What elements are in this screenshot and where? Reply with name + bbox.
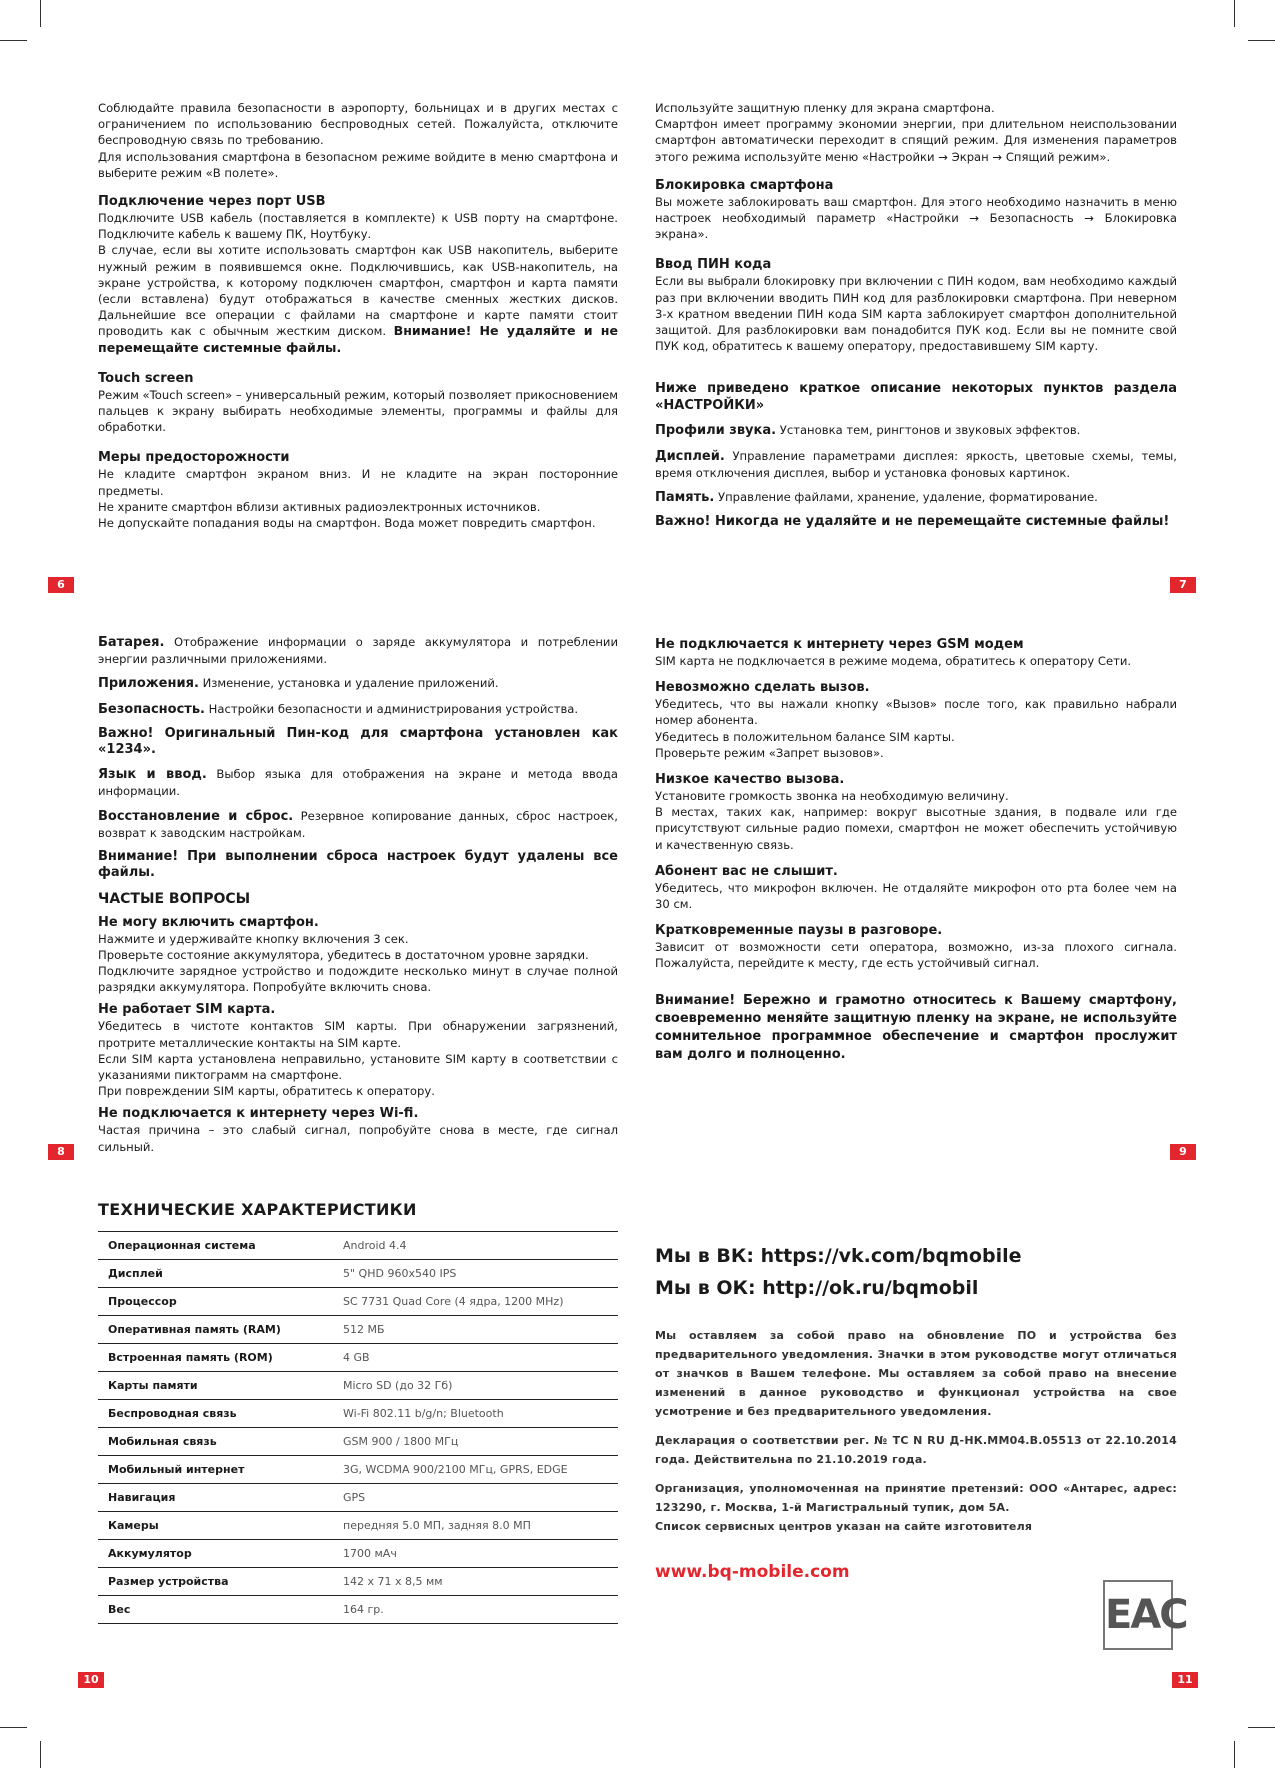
question-heading: Не могу включить смартфон.	[98, 914, 319, 930]
spec-key: Карты памяти	[98, 1372, 333, 1400]
question-heading: Не работает SIM карта.	[98, 1002, 276, 1018]
crop-mark	[40, 0, 41, 27]
spec-value: 512 МБ	[333, 1316, 618, 1344]
spec-key: Камеры	[98, 1512, 333, 1540]
term-desc: Установка тем, рингтонов и звуковых эффектов.	[776, 423, 1081, 438]
specs-title: ТЕХНИЧЕСКИЕ ХАРАКТЕРИСТИКИ	[98, 1200, 417, 1219]
faq-title: ЧАСТЫЕ ВОПРОСЫ	[98, 891, 251, 908]
website-link[interactable]: www.bq-mobile.com	[655, 1562, 850, 1582]
declaration-text: Декларация о соответствии рег. № ТС N RU Д-НК.ММ04.В.05513 от 22.10.2014 года. Действительна по 21.10.2019 года.	[655, 1434, 1177, 1466]
spec-row	[98, 1288, 618, 1316]
spec-value: Micro SD (до 32 Гб)	[333, 1372, 618, 1400]
paragraph	[655, 448, 1177, 481]
paragraph: В местах, таких как, например: вокруг высотные здания, в подвале или где присутствуют сильные радио помехи, смартфон не может обеспечить устойчивую и качественную связь.	[655, 805, 1177, 852]
paragraph	[655, 422, 1177, 439]
paragraph: Смартфон имеет программу экономии энергии, при длительном неиспользовании смартфон автоматически переходит в спящий режим. Для изменения параметров этого режима используйте меню «Настройки → Экран → Спящий режим».	[655, 117, 1177, 164]
spec-value: GSM 900 / 1800 МГц	[333, 1428, 618, 1456]
spec-row	[98, 1484, 618, 1512]
crop-mark	[0, 1727, 27, 1728]
paragraph: Если SIM карта установлена неправильно, установите SIM карту в соответствии с указаниями пиктограмм на смартфоне.	[98, 1051, 618, 1083]
term: Память.	[655, 490, 715, 506]
spec-row	[98, 1428, 618, 1456]
question-heading: Не подключается к интернету через GSM модем	[655, 637, 1024, 652]
spec-row	[98, 1512, 618, 1540]
spec-row	[98, 1260, 618, 1288]
paragraph: Проверьте режим «Запрет вызовов».	[655, 745, 884, 760]
page-8-column	[98, 634, 618, 1155]
paragraph: Убедитесь, что вы нажали кнопку «Вызов» после того, как правильно набрали номер абонента.	[655, 697, 1177, 728]
section-heading: Ввод ПИН кода	[655, 257, 772, 273]
section-heading: Меры предосторожности	[98, 450, 290, 466]
crop-mark	[0, 40, 27, 41]
spec-value: передняя 5.0 МП, задняя 8.0 МП	[333, 1512, 618, 1540]
page-11-column	[655, 1240, 1177, 1580]
spec-row	[98, 1540, 618, 1568]
spec-row	[98, 1456, 618, 1484]
paragraph: Не допускайте попадания воды на смартфон. Вода может повредить смартфон.	[98, 516, 596, 531]
term-desc: Настройки безопасности и администрирования устройства.	[204, 701, 579, 716]
paragraph: Не храните смартфон вблизи активных радиоэлектронных источников.	[98, 499, 541, 514]
spec-key: Процессор	[98, 1288, 333, 1316]
crop-mark	[40, 1741, 41, 1768]
paragraph	[98, 634, 618, 667]
spec-row	[98, 1596, 618, 1624]
spec-value: GPS	[333, 1484, 618, 1512]
spec-row	[98, 1344, 618, 1372]
eac-logo-text: EAC	[1105, 1592, 1187, 1638]
paragraph-text: В случае, если вы хотите использовать смартфон как USB накопитель, выберите нужный режим в появившемся окне. Подключившись, как USB-накопитель, на экране устройства, к которому подключен смартфон, смартфон и карта памяти (если вставлена) будут отображаться в качестве сменных жестких дисков. Дальнейшие все операции с файлами на смартфоне и карте памяти стоит проводить как с обычным жестким диском.	[98, 243, 618, 339]
vk-link[interactable]: Мы в ВК: https://vk.com/bqmobile	[655, 1245, 1022, 1267]
page-number: 8	[48, 1144, 74, 1160]
spec-value: 1700 мАч	[333, 1540, 618, 1568]
spec-value: 164 гр.	[333, 1596, 618, 1624]
spec-key: Размер устройства	[98, 1568, 333, 1596]
paragraph: Убедитесь в положительном балансе SIM карты.	[655, 729, 955, 744]
page-number: 7	[1170, 577, 1196, 593]
paragraph: SIM карта не подключается в режиме модема, обратитесь к оператору Сети.	[655, 654, 1132, 668]
term-desc: Управление файлами, хранение, удаление, форматирование.	[714, 490, 1098, 505]
term: Безопасность.	[98, 701, 205, 717]
section-heading: Ниже приведено краткое описание некоторых пунктов раздела «НАСТРОЙКИ»	[655, 381, 1177, 414]
eac-mark	[1103, 1580, 1187, 1650]
term: Язык и ввод.	[98, 767, 207, 783]
spec-row	[98, 1232, 618, 1260]
crop-mark	[1248, 1727, 1275, 1728]
crop-mark	[1248, 40, 1275, 41]
paragraph: Частая причина – это слабый сигнал, попробуйте снова в месте, где сигнал сильный.	[98, 1123, 618, 1154]
page-9-column	[655, 636, 1177, 1064]
section-heading: Touch screen	[98, 370, 194, 386]
term-desc: Выбор языка для отображения на экране и метода ввода информации.	[98, 767, 618, 799]
spec-key: Мобильная связь	[98, 1428, 333, 1456]
spec-key: Мобильный интернет	[98, 1456, 333, 1484]
spec-key: Оперативная память (RAM)	[98, 1316, 333, 1344]
paragraph	[98, 242, 618, 355]
question-heading: Невозможно сделать вызов.	[655, 680, 870, 696]
spec-key: Беспроводная связь	[98, 1400, 333, 1428]
paragraph: Вы можете заблокировать ваш смартфон. Для этого необходимо назначить в меню настроек необходимый параметр «Настройки → Безопасность → Блокировка экрана».	[655, 194, 1177, 242]
question-heading: Не подключается к интернету через Wi-fi.	[98, 1106, 419, 1122]
spec-key: Вес	[98, 1596, 333, 1624]
note-text: Важно! Оригинальный Пин-код для смартфона установлен как «1234».	[98, 725, 618, 758]
paragraph	[98, 808, 618, 841]
paragraph: Подключите USB кабель (поставляется в комплекте) к USB порту на смартфоне. Подключите кабель к вашему ПК, Ноутбуку.	[98, 211, 618, 242]
paragraph	[98, 675, 618, 692]
term: Восстановление и сброс.	[98, 808, 294, 824]
page-number: 6	[48, 577, 74, 593]
spec-key: Дисплей	[98, 1260, 333, 1288]
term: Профили звука.	[655, 423, 777, 439]
page-7-column	[655, 100, 1177, 530]
warning-text: Внимание! Бережно и грамотно относитесь к Вашему смартфону, своевременно меняйте защитную пленку на экране, не используйте сомнительное программное обеспечение и смартфон прослужит вам долго и полноценно.	[655, 992, 1177, 1062]
paragraph: Соблюдайте правила безопасности в аэропорту, больницах и в других местах с ограничением по использованию беспроводных сетей. Пожалуйста, отключите беспроводную связь по требованию.	[98, 101, 618, 148]
spec-value: 4 GB	[333, 1344, 618, 1372]
term: Приложения.	[98, 676, 199, 692]
page-number: 11	[1172, 1672, 1198, 1688]
warning-text: Внимание! При выполнении сброса настроек будут удалены все файлы.	[98, 849, 618, 881]
warning-text: Внимание! Не удаляйте и не перемещайте системные файлы.	[98, 323, 618, 355]
spec-value: 5" QHD 960x540 IPS	[333, 1260, 618, 1288]
paragraph: Для использования смартфона в безопасном режиме войдите в меню смартфона и выберите режим «В полете».	[98, 149, 618, 180]
term: Батарея.	[98, 635, 165, 650]
paragraph: Убедитесь, что микрофон включен. Не отдаляйте микрофон ото рта более чем на 30 см.	[655, 880, 1177, 912]
spec-value: Android 4.4	[333, 1232, 618, 1260]
spec-row	[98, 1568, 618, 1596]
spec-value: 3G, WCDMA 900/2100 МГц, GPRS, EDGE	[333, 1456, 618, 1484]
paragraph: Режим «Touch screen» – универсальный режим, который позволяет прикосновением пальцев к экрану выбирать необходимые элементы, программы и файлы для обработки.	[98, 387, 618, 435]
question-heading: Абонент вас не слышит.	[655, 863, 838, 879]
ok-link[interactable]: Мы в ОК: http://ok.ru/bqmobil	[655, 1277, 979, 1299]
paragraph	[98, 766, 618, 799]
page-number: 10	[78, 1672, 104, 1688]
organization-text: Организация, уполномоченная на принятие претензий: ООО «Антарес, адрес: 123290, г. Москва, 1-й Магистральный тупик, дом 5А.	[655, 1482, 1177, 1514]
paragraph: Убедитесь в чистоте контактов SIM карты. При обнаружении загрязнений, протрите металлические контакты на SIM карте.	[98, 1019, 618, 1050]
question-heading: Низкое качество вызова.	[655, 772, 845, 788]
paragraph: Не кладите смартфон экраном вниз. И не кладите на экран посторонние предметы.	[98, 467, 618, 498]
crop-mark	[1234, 0, 1235, 27]
paragraph: Если вы выбрали блокировку при включении с ПИН кодом, вам необходимо каждый раз при включении вводить ПИН код для разблокировки смартфона. При неверном 3-х кратном введении ПИН кода SIM карта заблокирует смартфон дополнительной защитой. Для разблокировки вам понадобится ПУК код. Если вы не помните свой ПУК код, обратитесь к вашему оператору, предоставившему SIM карту.	[655, 274, 1177, 354]
term-desc: Резервное копирование данных, сброс настроек, возврат к заводским настройкам.	[98, 808, 618, 840]
paragraph: Подключите зарядное устройство и подождите несколько минут в случае полной разрядки аккумулятора. Попробуйте включить снова.	[98, 964, 618, 995]
spec-row	[98, 1400, 618, 1428]
spec-row	[98, 1316, 618, 1344]
spec-key: Встроенная память (ROM)	[98, 1344, 333, 1372]
term: Дисплей.	[655, 448, 725, 464]
page-6-column	[98, 100, 618, 531]
paragraph	[655, 489, 1177, 506]
spec-key: Навигация	[98, 1484, 333, 1512]
question-heading: Кратковременные паузы в разговоре.	[655, 923, 943, 939]
paragraph: Зависит от возможности сети оператора, возможно, из-за плохого сигнала. Пожалуйста, перейдите к месту, где есть устойчивый сигнал.	[655, 940, 1177, 971]
spec-key: Аккумулятор	[98, 1540, 333, 1568]
service-centers-text: Список сервисных центров указан на сайте изготовителя	[655, 1520, 1033, 1533]
rights-text: Мы оставляем за собой право на обновление ПО и устройства без предварительного уведомления. Значки в этом руководстве могут отличаться от значков в Вашем телефоне. Мы оставляем за собой право на внесение изменений в данное руководство и функционал устройства на свое усмотрение и без предварительного уведомления.	[655, 1329, 1177, 1418]
crop-mark	[1234, 1741, 1235, 1768]
page-number: 9	[1170, 1144, 1196, 1160]
paragraph	[98, 701, 618, 718]
spec-value: Wi-Fi 802.11 b/g/n; Bluetooth	[333, 1400, 618, 1428]
paragraph: Нажмите и удерживайте кнопку включения 3 сек.	[98, 931, 409, 946]
specs-table	[98, 1231, 618, 1624]
term-desc: Управление параметрами дисплея: яркость, цветовые схемы, темы, время отключения дисплея, выбор и установка фоновых картинок.	[655, 448, 1177, 480]
spec-key: Операционная система	[98, 1232, 333, 1260]
section-heading: Подключение через порт USB	[98, 194, 326, 210]
spec-value: 142 x 71 x 8,5 мм	[333, 1568, 618, 1596]
section-heading: Блокировка смартфона	[655, 177, 834, 193]
paragraph: Используйте защитную пленку для экрана смартфона.	[655, 101, 995, 115]
spec-row	[98, 1372, 618, 1400]
term-desc: Изменение, установка и удаление приложений.	[198, 676, 499, 691]
paragraph: При повреждении SIM карты, обратитесь к оператору.	[98, 1084, 435, 1099]
paragraph: Проверьте состояние аккумулятора, убедитесь в достаточном уровне зарядки.	[98, 947, 589, 962]
term-desc: Отображение информации о заряде аккумулятора и потреблении энергии различными приложениями.	[98, 635, 618, 667]
spec-value: SC 7731 Quad Core (4 ядра, 1200 MHz)	[333, 1288, 618, 1316]
paragraph: Установите громкость звонка на необходимую величину.	[655, 789, 1009, 804]
warning-text: Важно! Никогда не удаляйте и не перемещайте системные файлы!	[655, 514, 1170, 530]
